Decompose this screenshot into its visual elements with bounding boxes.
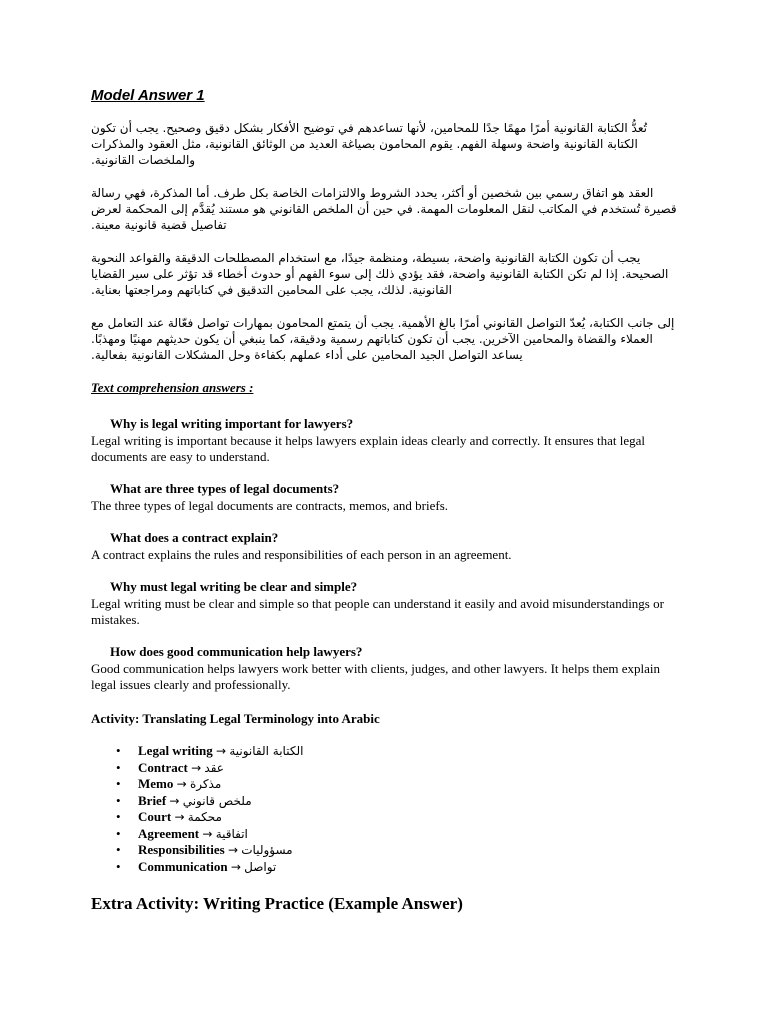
list-item [91,743,681,760]
terminology-list [91,743,681,875]
term-arabic: عقد [204,760,224,775]
bullet-icon: • [116,759,121,775]
term-english: Contract [138,759,188,775]
arrow-icon: → [230,859,241,874]
activity-heading: Activity: Translating Legal Terminology into Arabic [91,711,380,726]
qa-item [91,644,681,693]
question: What does a contract explain? [110,530,279,545]
list-item [91,859,681,876]
answer: Legal writing must be clear and simple so that people can understand it easily and avoid misunderstandings or mistakes. [91,596,664,627]
qa-item [91,579,681,628]
arabic-paragraph-1 [91,120,681,168]
arabic-paragraph-text: إلى جانب الكتابة، يُعدّ التواصل القانوني أمرًا بالغ الأهمية. يجب أن يتمتع المحامون بمهارات تواصل فعّالة عند التعامل مع العملاء والقضاة والمحامين الآخرين. يجب أن تكون كتاباتهم رسمية ودقيقة، كما ينبغي أن يكون حديثهم مهنيًا ومهذبًا. يساعد التواصل الجيد المحامين على أداء عملهم بكفاءة وحل المشكلات القانونية بفعالية. [91,316,675,362]
qa-item [91,416,681,465]
arrow-icon: → [176,777,187,791]
term-arabic: مذكرة [189,777,222,791]
arrow-icon: → [216,744,227,758]
qa-item [91,530,681,563]
bullet-icon: • [116,842,121,857]
term-arabic: ملخص قانوني [182,793,252,808]
term-english: Memo [138,776,174,791]
question: Why is legal writing important for lawyers? [110,416,354,431]
term-arabic: محكمة [187,810,222,824]
list-item [91,826,681,843]
bullet-icon: • [116,776,121,791]
answer: Good communication helps lawyers work better with clients, judges, and other lawyers. It helps them explain legal issues clearly and professionally. [91,661,660,692]
arrow-icon: → [174,810,185,824]
arabic-paragraph-text: تُعدُّ الكتابة القانونية أمرًا مهمًا جدًا للمحامين، لأنها تساعدهم في توضيح الأفكار بشكل دقيق وصحيح. يجب أن تكون الكتابة القانونية واضحة وسهلة الفهم. يقوم المحامون بصياغة العديد من الوثائق القانونية، مثل العقود والمذكرات والملخصات القانونية. [91,121,647,167]
list-item [91,842,681,859]
arabic-paragraph-4 [91,315,681,363]
term-arabic: تواصل [244,859,277,874]
arabic-paragraph-2 [91,185,681,233]
arabic-paragraph-text: العقد هو اتفاق رسمي بين شخصين أو أكثر، يحدد الشروط والالتزامات الخاصة بكل طرف. أما المذكرة، فهي رسالة قصيرة تُستخدم في المكاتب لنقل المعلومات المهمة. في حين أن الملخص القانوني هو مستند يُقدَّم إلى المحكمة لعرض تفاصيل قضية قانونية معينة. [91,186,677,232]
question: How does good communication help lawyers? [110,644,363,659]
comprehension-heading: Text comprehension answers : [91,380,254,395]
answer: The three types of legal documents are contracts, memos, and briefs. [91,498,449,513]
bullet-icon: • [116,792,121,808]
term-arabic: مسؤوليات [241,843,293,857]
list-item [91,776,681,793]
question: Why must legal writing be clear and simple? [110,579,358,594]
page-title: Model Answer 1 [91,87,205,104]
list-item [91,760,681,777]
list-item [91,809,681,826]
arrow-icon: → [191,760,202,775]
term-english: Agreement [138,825,200,841]
list-item [91,793,681,810]
arabic-paragraph-3 [91,250,681,298]
answer: A contract explains the rules and responsibilities of each person in an agreement. [91,547,512,562]
bullet-icon: • [116,809,121,824]
arrow-icon: → [202,826,213,841]
arabic-paragraph-text: يجب أن تكون الكتابة القانونية واضحة، بسيطة، ومنظمة جيدًا، مع استخدام المصطلحات الدقيقة والقواعد النحوية الصحيحة. إذا لم تكن الكتابة القانونية واضحة، فقد يؤدي ذلك إلى سوء الفهم أو حدوث أخطاء قد تؤثر على سير القضايا القانونية. لذلك، يجب على المحامين التدقيق في كتاباتهم ومراجعتها بعناية. [91,251,669,297]
term-english: Brief [138,792,167,808]
term-english: Court [138,809,172,824]
arrow-icon: → [169,793,180,808]
term-english: Communication [138,858,228,874]
bullet-icon: • [116,858,121,874]
bullet-icon: • [116,825,121,841]
extra-activity-heading: Extra Activity: Writing Practice (Example Answer) [91,894,463,913]
qa-item [91,481,681,514]
document-page [91,86,681,915]
arrow-icon: → [227,843,238,857]
term-english: Legal writing [138,743,213,758]
bullet-icon: • [116,743,121,758]
question: What are three types of legal documents? [110,481,340,496]
term-arabic: اتفاقية [215,826,248,841]
term-arabic: الكتابة القانونية [229,744,304,758]
answer: Legal writing is important because it helps lawyers explain ideas clearly and correctly. It ensures that legal documents are easy to understand. [91,433,645,464]
term-english: Responsibilities [138,842,225,857]
